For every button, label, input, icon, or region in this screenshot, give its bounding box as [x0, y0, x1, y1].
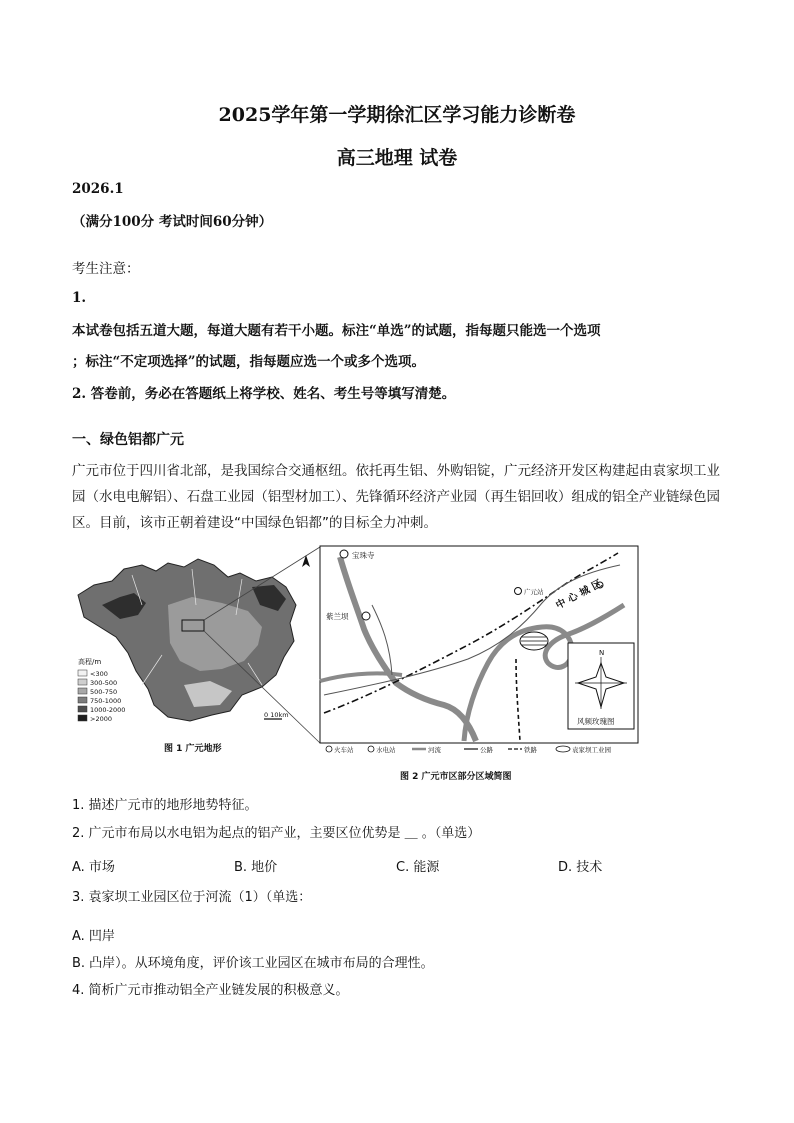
- figure2-legend-symbol: [556, 746, 570, 752]
- q3-option-b[interactable]: B. 凸岸）。从环境角度，评价该工业园区在城市布局的合理性。: [72, 956, 434, 971]
- legend-swatch: [78, 670, 87, 676]
- exam-subtitle: 高三地理 试卷: [336, 147, 458, 169]
- label-central-district: 中 心 城 区: [554, 578, 604, 612]
- figure-svg: [72, 545, 640, 785]
- legend-label: 1000-2000: [90, 706, 126, 714]
- q2-option-a[interactable]: A. 市场: [72, 860, 115, 875]
- figure2-legend: [326, 745, 612, 754]
- figure1-caption: 图 1 广元地形: [164, 744, 222, 754]
- figure2-caption: 图 2 广元市区部分区域简图: [400, 772, 512, 782]
- figure-container: [72, 545, 640, 785]
- q2-option-c[interactable]: C. 能源: [396, 860, 440, 875]
- legend-label: 750-1000: [90, 697, 122, 705]
- notice-item1-line1: 本试卷包括五道大题，每道大题有若干小题。标注“单选”的试题，指每题只能选一个选项: [72, 323, 601, 339]
- legend-swatch: [78, 706, 87, 712]
- legend-label: <300: [90, 670, 108, 678]
- figure2-legend-label: 公路: [480, 746, 493, 754]
- legend-label: 300-500: [90, 679, 118, 687]
- figure2-legend-label: 火车站: [334, 746, 354, 754]
- figure2-legend-label: 铁路: [524, 746, 537, 754]
- question-2: 2. 广元市布局以水电铝为起点的铝产业，主要区位优势是 ＿ 。（单选）: [72, 826, 481, 841]
- notice-item2: 2. 答卷前，务必在答题纸上将学校、姓名、考生号等填写清楚。: [72, 386, 456, 402]
- figure2-legend-label: 河流: [428, 746, 441, 754]
- figure2-legend-label: 袁家坝工业园: [572, 746, 611, 754]
- figure2-legend-label: 水电站: [376, 746, 396, 754]
- legend-label: >2000: [90, 715, 112, 723]
- figure1-terrain-map: [72, 545, 320, 767]
- notice-item1-number: 1.: [72, 290, 87, 306]
- figure2-city-sketch: [320, 546, 638, 782]
- section1-intro: 广元市位于四川省北部，是我国综合交通枢纽。依托再生铝、外购铝锭，广元经济开发区构建起由袁家坝工业园（水电电解铝）、石盘工业园（铝型材加工）、先锋循环经济产业园（再生铝回收）组成的铝全产业链绿色园区。目前，该市正朝着建设“中国绿色铝都”的目标全力冲刺。: [72, 463, 720, 531]
- question-4: 4. 简析广元市推动铝全产业链发展的积极意义。: [72, 983, 349, 998]
- figure1-legend-title: 高程/m: [78, 658, 102, 666]
- section1-heading: 一、绿色铝都广元: [72, 432, 184, 448]
- notice-heading: 考生注意：: [72, 261, 140, 277]
- label-guangyuan-station: 广元站: [524, 588, 544, 596]
- notice-item1-line2: ；标注“不定项选择”的试题，指每题应选一个或多个选项。: [72, 354, 426, 370]
- exam-info: （满分100分 考试时间60分钟）: [72, 214, 273, 230]
- figure2-legend-symbol: [326, 746, 332, 752]
- legend-label: 500-750: [90, 688, 118, 696]
- legend-swatch: [78, 715, 87, 721]
- exam-date: 2026.1: [72, 181, 124, 197]
- q3-option-a[interactable]: A. 凹岸: [72, 929, 115, 944]
- label-zilanba: 紫兰坝: [326, 612, 349, 621]
- question-3: 3. 袁家坝工业园区位于河流（1）（单选：: [72, 890, 312, 905]
- q2-option-b[interactable]: B. 地价: [234, 860, 278, 875]
- hydropower-station-icon: [362, 612, 370, 620]
- wind-rose-north: N: [599, 649, 605, 657]
- label-baozhusi: 宝珠寺: [352, 551, 375, 560]
- q2-option-d[interactable]: D. 技术: [558, 860, 603, 875]
- legend-swatch: [78, 679, 87, 685]
- legend-swatch: [78, 688, 87, 694]
- hydropower-station-icon: [340, 550, 348, 558]
- train-station-icon: [515, 588, 522, 595]
- scale-label: 0 10km: [264, 711, 289, 719]
- exam-title: 2025学年第一学期徐汇区学习能力诊断卷: [218, 104, 576, 126]
- question-1: 1. 描述广元市的地形地势特征。: [72, 798, 258, 813]
- legend-swatch: [78, 697, 87, 703]
- figure2-legend-symbol: [368, 746, 374, 752]
- wind-rose-title: 风频玫瑰图: [577, 717, 615, 726]
